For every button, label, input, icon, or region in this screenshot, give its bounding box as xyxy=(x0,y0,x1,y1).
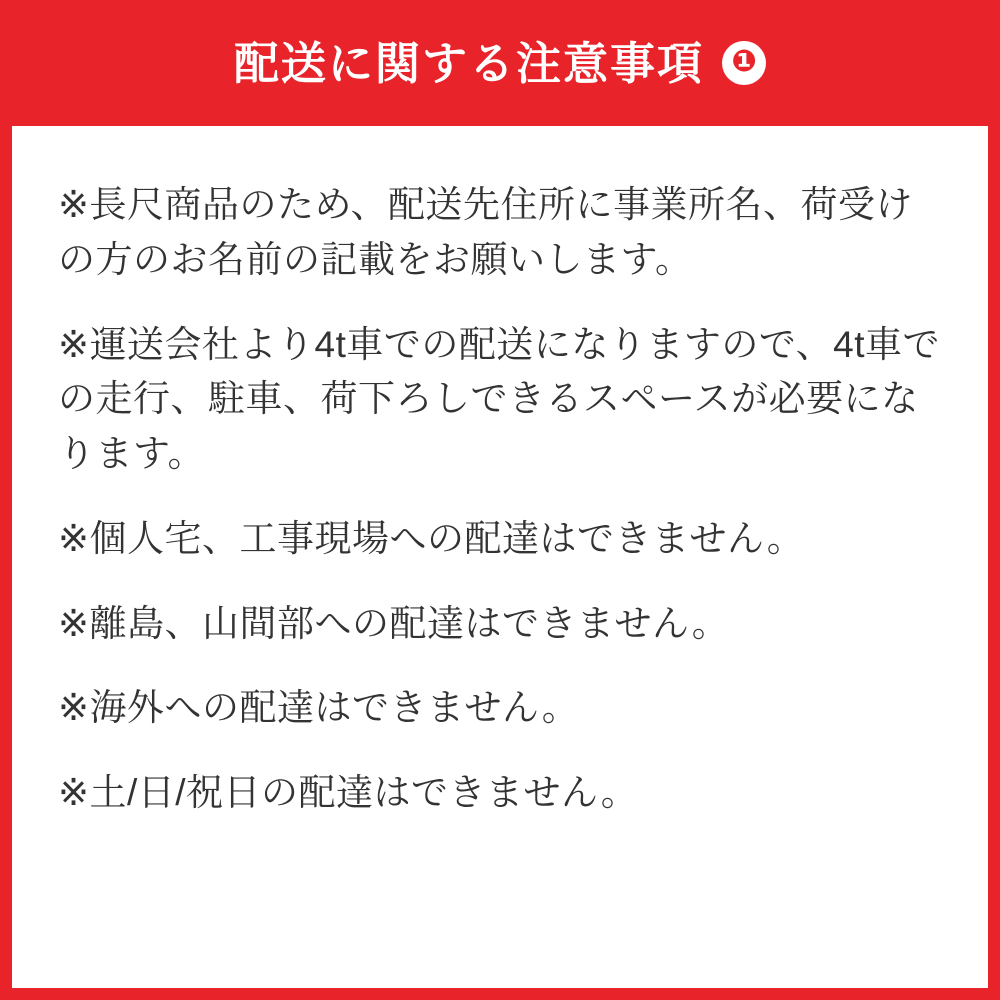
notice-item: ※運送会社より4t車での配送になりますので、4t車での走行、駐車、荷下ろしできるスペースが必要になります。 xyxy=(58,323,940,474)
notice-item: ※個人宅、工事現場への配達はできません。 xyxy=(58,517,805,559)
banner-header xyxy=(0,0,1000,126)
notice-item: ※海外への配達はできません。 xyxy=(58,687,580,729)
page-title: 配送に関する注意事項 xyxy=(233,37,704,89)
circled-number-one-icon xyxy=(722,41,766,85)
notice-content-panel xyxy=(12,126,988,988)
badge-number: ❶ xyxy=(731,45,757,78)
notice-item: ※長尺商品のため、配送先住所に事業所名、荷受けの方のお名前の記載をお願いします。 xyxy=(58,184,914,280)
notice-item: ※土/日/祝日の配達はできません。 xyxy=(58,772,639,813)
banner-header-inner xyxy=(233,37,766,89)
notice-item: ※離島、山間部への配達はできません。 xyxy=(58,602,730,644)
